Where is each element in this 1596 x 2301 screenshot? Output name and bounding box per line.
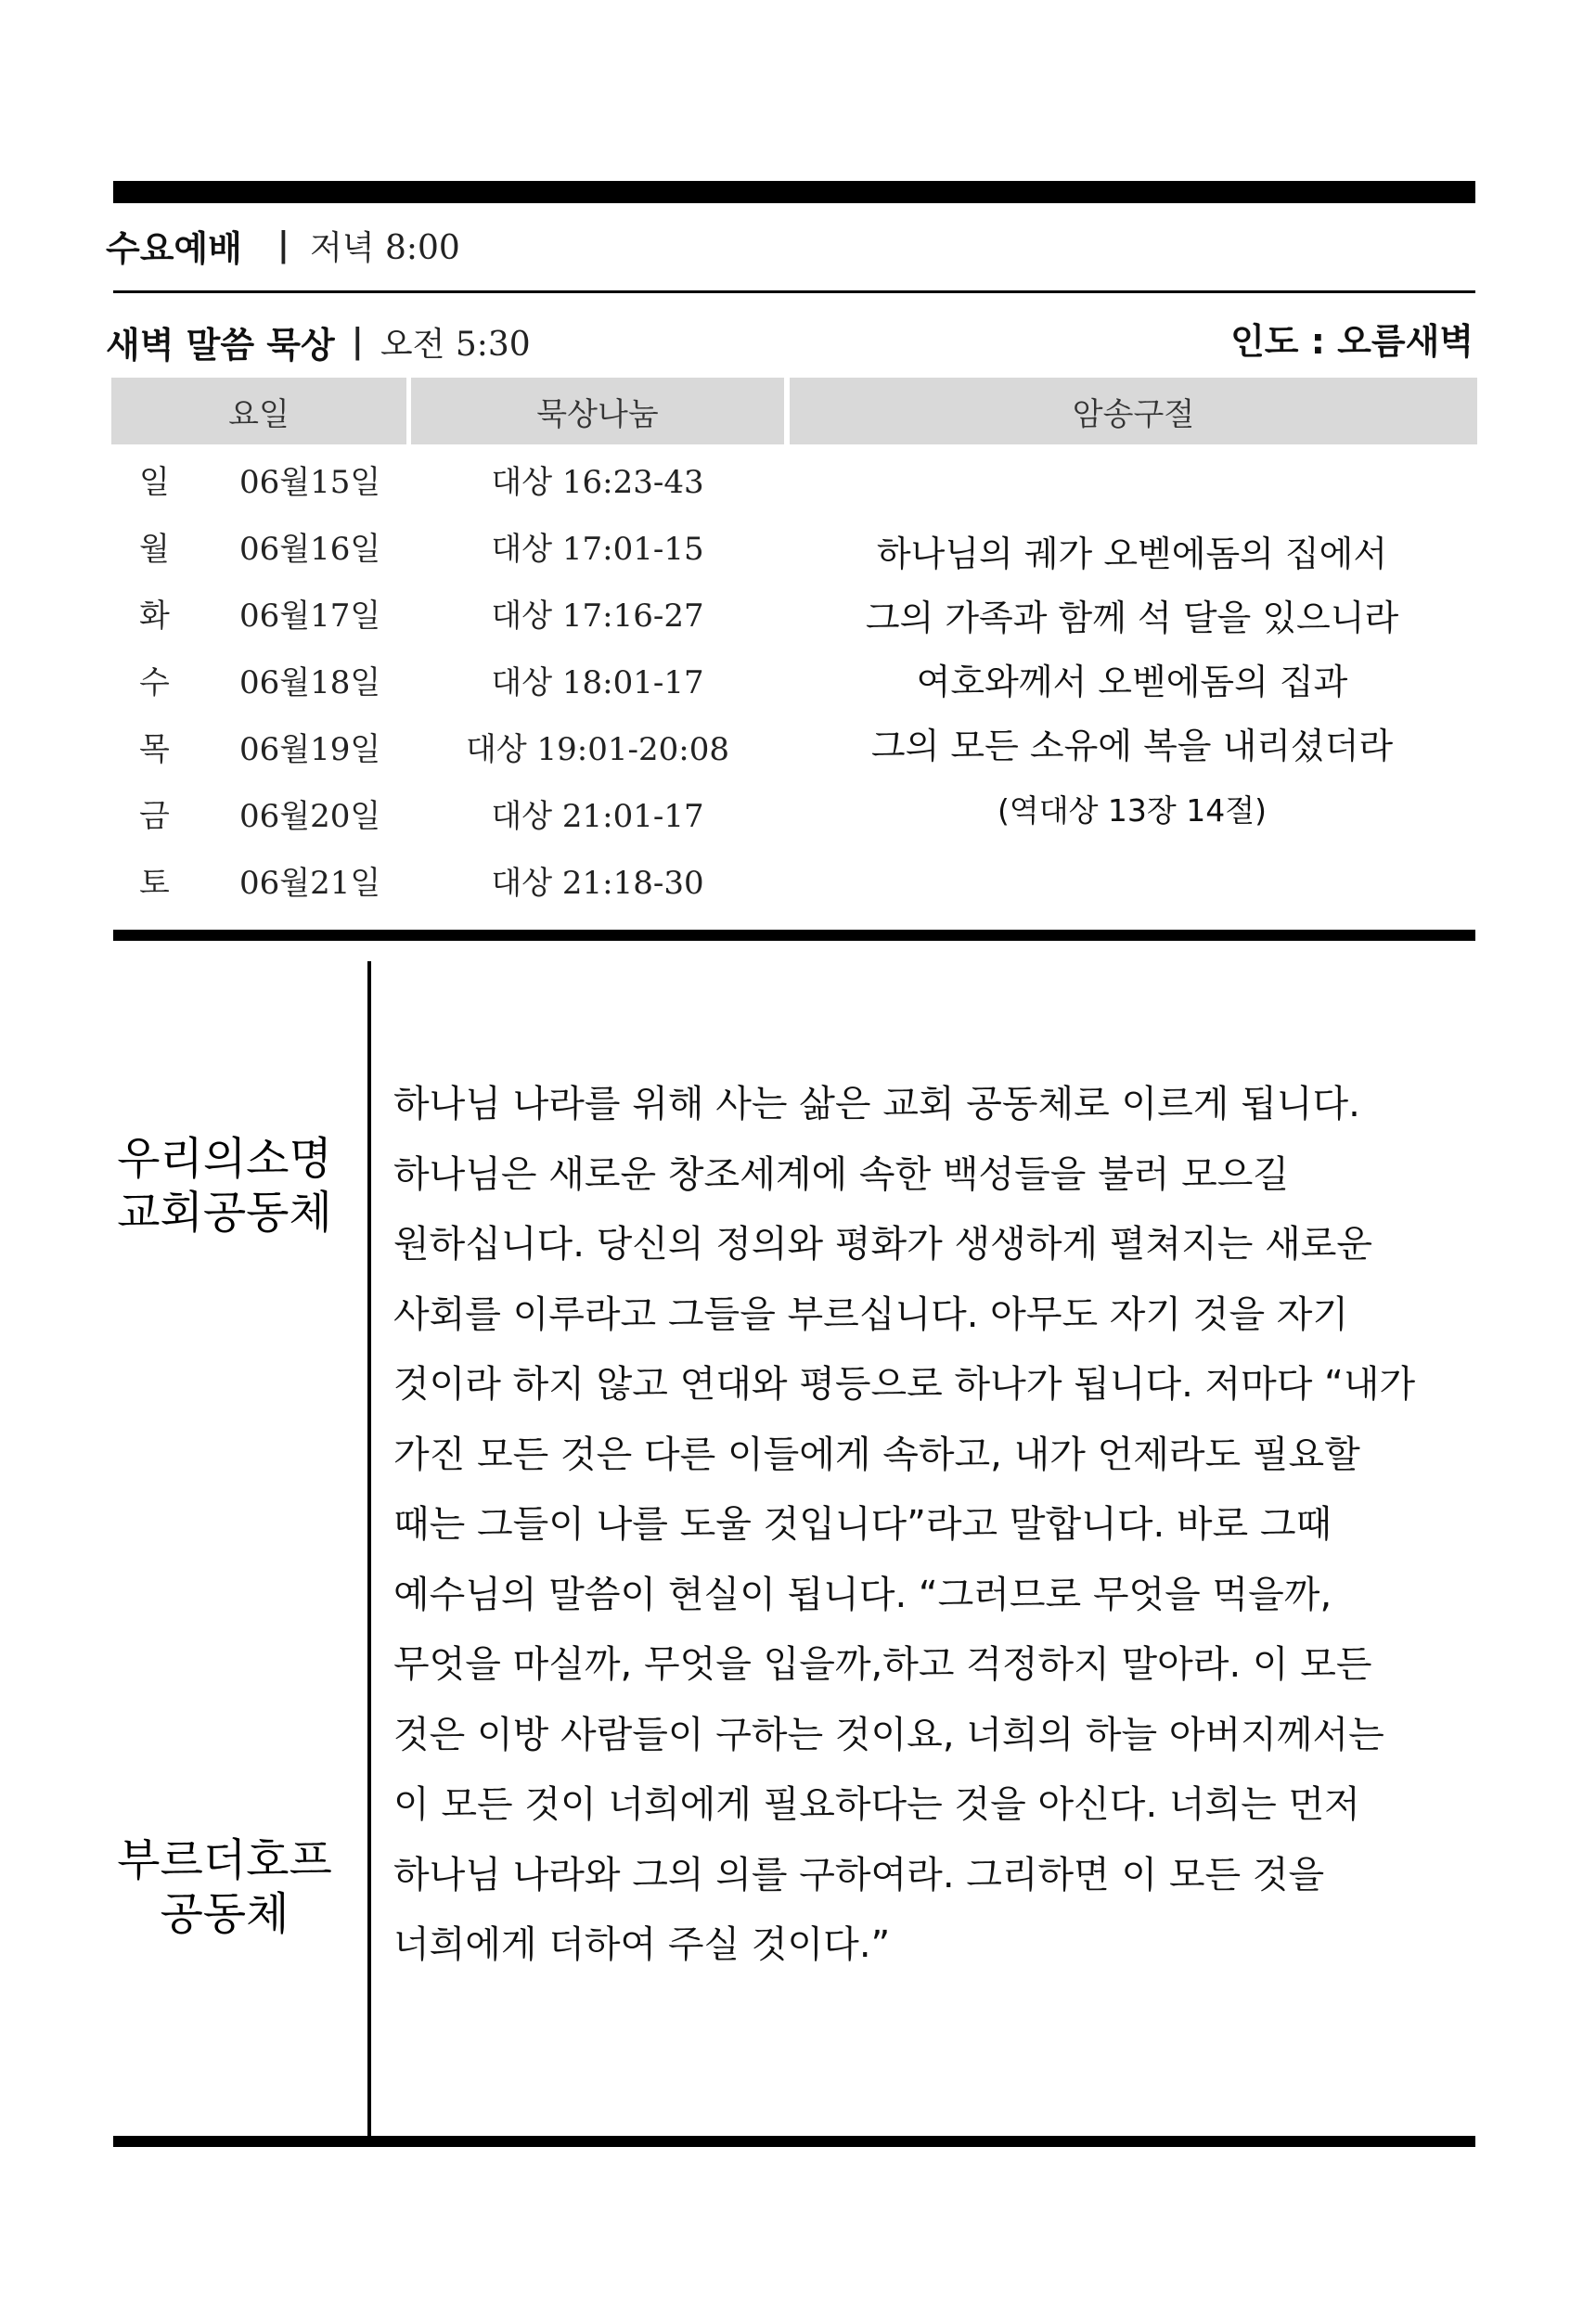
row-passage: 대상 16:23-43 [491, 463, 704, 501]
body-line: 이 모든 것이 너희에게 필요하다는 것을 아신다. 너희는 먼저 [393, 1783, 1360, 1826]
section-divider [113, 290, 1475, 293]
row-day: 목 [139, 730, 170, 768]
table-row [0, 846, 928, 913]
row-passage: 대상 18:01-17 [491, 663, 704, 701]
verse-line: 여호와께서 오벧에돔의 집과 [916, 662, 1348, 702]
dawn-time: 오전 5:30 [380, 325, 531, 364]
body-line: 사회를 이루라고 그들을 부르십니다. 아무도 자기 것을 자기 [393, 1292, 1349, 1336]
row-passage: 대상 21:01-17 [491, 797, 704, 835]
row-date: 06월20일 [239, 797, 381, 835]
memory-verse [789, 522, 1475, 842]
wednesday-separator: | [277, 225, 290, 264]
row-date: 06월16일 [239, 530, 381, 568]
community-title-line: 공동체 [160, 1888, 290, 1940]
calling-title-line: 교회공동체 [117, 1187, 332, 1239]
body-line: 너희에게 더하여 주실 것이다.” [393, 1923, 891, 1966]
row-date: 06월19일 [239, 730, 381, 768]
dawn-separator: | [351, 322, 364, 361]
calling-body [393, 1070, 1488, 1981]
body-line: 하나님 나라와 그의 의를 구하여라. 그리하면 이 모든 것을 [393, 1853, 1325, 1896]
header-passage: 묵상나눔 [411, 378, 784, 444]
verse-reference: (역대상 13장 14절) [997, 792, 1268, 829]
row-day: 월 [139, 530, 170, 568]
top-divider [113, 181, 1475, 203]
row-day: 화 [139, 597, 170, 635]
row-passage: 대상 19:01-20:08 [466, 730, 729, 768]
body-line: 예수님의 말씀이 현실이 됩니다. “그러므로 무엇을 먹을까, [393, 1573, 1332, 1616]
row-date: 06월17일 [239, 597, 381, 635]
calling-title-line: 우리의소명 [117, 1133, 332, 1185]
table-bottom-divider [113, 930, 1475, 941]
wednesday-time: 저녁 8:00 [309, 228, 460, 267]
verse-line: 하나님의 궤가 오벧에돔의 집에서 [876, 533, 1388, 574]
row-date: 06월15일 [239, 463, 381, 501]
wednesday-title: 수요예배 [106, 227, 242, 269]
body-line: 때는 그들이 나를 도울 것입니다”라고 말합니다. 바로 그때 [393, 1503, 1332, 1546]
row-passage: 대상 21:18-30 [491, 864, 704, 902]
row-passage: 대상 17:16-27 [491, 597, 704, 635]
verse-line: 그의 모든 소유에 복을 내리셨더라 [870, 726, 1394, 766]
verse-line: 그의 가족과 함께 석 달을 있으니라 [865, 598, 1399, 638]
body-line: 하나님은 새로운 창조세계에 속한 백성들을 불러 모으길 [393, 1152, 1290, 1196]
row-day: 토 [139, 864, 170, 902]
row-day: 일 [139, 463, 170, 501]
row-day: 수 [139, 663, 170, 701]
row-passage: 대상 17:01-15 [491, 530, 704, 568]
body-line: 원하십니다. 당신의 정의와 평화가 생생하게 펼쳐지는 새로운 [393, 1223, 1373, 1266]
row-date: 06월21일 [239, 864, 381, 902]
body-line: 것은 이방 사람들이 구하는 것이요, 너희의 하늘 아버지께서는 [393, 1713, 1384, 1756]
wednesday-service [106, 219, 460, 271]
table-row [0, 445, 928, 512]
dawn-leader: 인도 : 오름새벽 [1230, 321, 1474, 362]
body-line: 가진 모든 것은 다른 이들에게 속하고, 내가 언제라도 필요할 [393, 1433, 1360, 1476]
community-title-line: 부르더호프 [117, 1834, 332, 1886]
community-title [95, 1833, 354, 1941]
header-verse: 암송구절 [790, 378, 1477, 444]
dawn-title: 새벽 말씀 묵상 [106, 324, 335, 366]
row-day: 금 [139, 797, 170, 835]
body-line: 하나님 나라를 위해 사는 삶은 교회 공동체로 이르게 됩니다. [393, 1083, 1360, 1125]
dawn-service [106, 314, 531, 369]
header-day: 요일 [111, 378, 406, 444]
bottom-divider [113, 2136, 1475, 2147]
calling-title [95, 1132, 354, 1240]
column-divider [367, 961, 371, 2145]
row-date: 06월18일 [239, 663, 381, 701]
body-line: 것이라 하지 않고 연대와 평등으로 하나가 됩니다. 저마다 “내가 [393, 1363, 1416, 1406]
body-line: 무엇을 마실까, 무엇을 입을까,하고 걱정하지 말아라. 이 모든 [393, 1643, 1372, 1686]
